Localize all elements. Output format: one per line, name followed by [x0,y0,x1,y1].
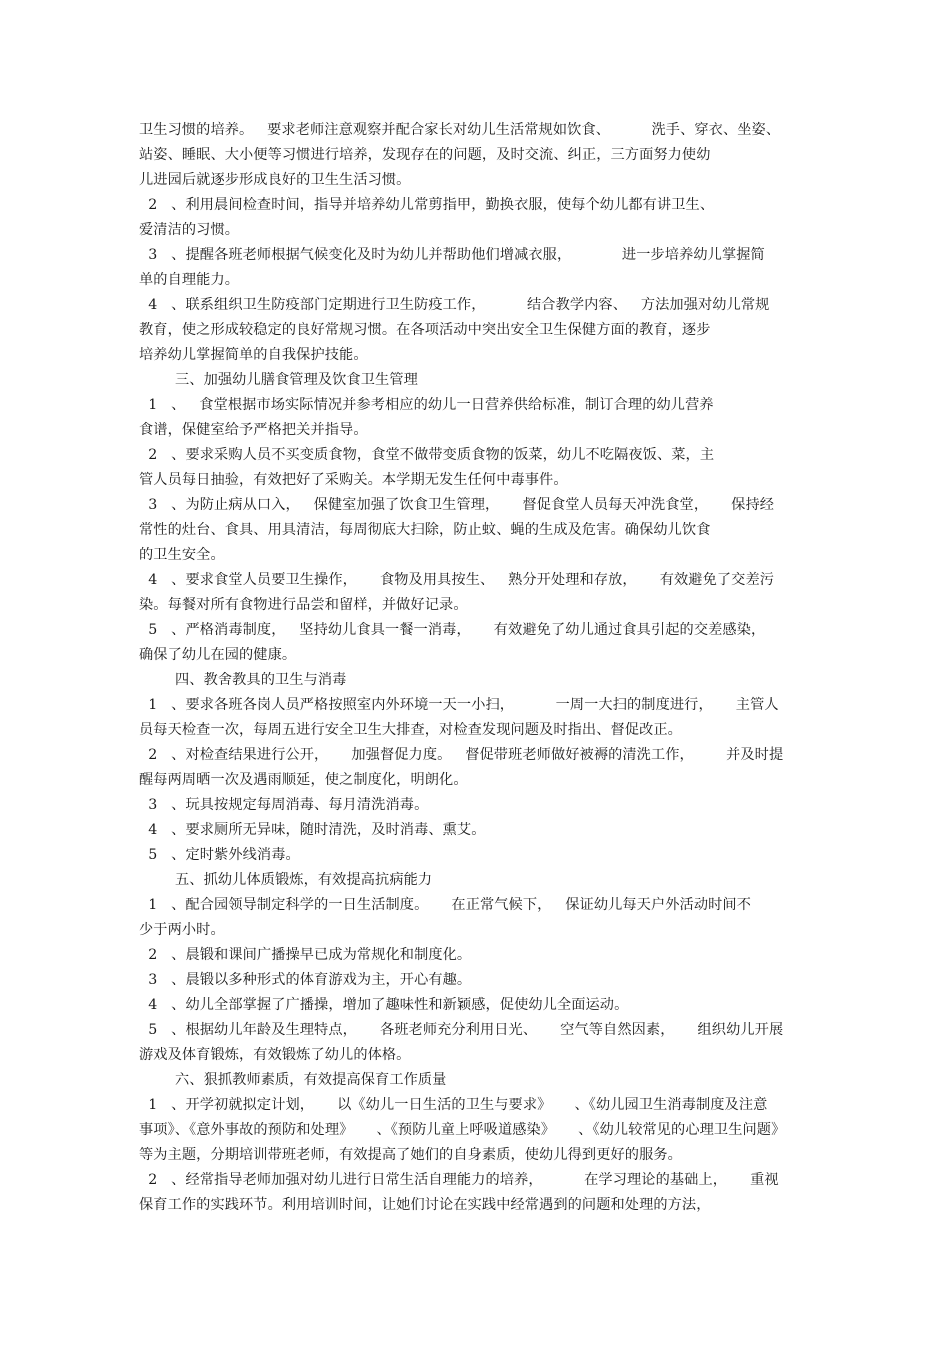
body-text-line: 单的自理能力。 [139,272,240,288]
section-heading: 五、抓幼儿体质锻炼，有效提高抗病能力 [175,872,433,888]
list-item-text: 3 、晨锻以多种形式的体育游戏为主，开心有趣。 [139,972,472,988]
body-text-line: 管人员每日抽验，有效把好了采购关。本学期无发生任何中毒事件。 [139,472,568,488]
list-item-text: 1 、 食堂根据市场实际情况并参考相应的幼儿一日营养供给标准，制订合理的幼儿营养 [139,397,714,413]
list-item-text: 2 、利用晨间检查时间，指导并培养幼儿常剪指甲，勤换衣服，使每个幼儿都有讲卫生、 [139,197,715,213]
body-text-line: 的卫生安全。 [139,547,225,563]
list-item-text: 2 、对检查结果进行公开， 加强督促力度。 督促带班老师做好被褥的清洗工作， 并及时提 [139,747,784,763]
body-text-line: 事项》、《意外事故的预防和处理》 、《预防儿童上呼吸道感染》 、《幼儿较常见的心理卫生问题》 [139,1122,786,1138]
body-text-line: 员每天检查一次，每周五进行安全卫生大排查，对检查发现问题及时指出、督促改正。 [139,722,682,738]
list-item-text: 3 、玩具按规定每周消毒、每月清洗消毒。 [139,797,429,813]
list-item-text: 2 、经常指导老师加强对幼儿进行日常生活自理能力的培养， 在学习理论的基础上， 重视 [139,1172,779,1188]
list-item-text: 5 、根据幼儿年龄及生理特点， 各班老师充分利用日光、 空气等自然因素， 组织幼儿开展 [139,1022,784,1038]
body-text-line: 卫生习惯的培养。 要求老师注意观察并配合家长对幼儿生活常规如饮食、 洗手、穿衣、坐姿、 [139,122,781,138]
body-text-line: 醒每两周晒一次及遇雨顺延，使之制度化，明朗化。 [139,772,468,788]
section-heading: 四、教舍教具的卫生与消毒 [175,672,347,688]
list-item-text: 4 、幼儿全部掌握了广播操，增加了趣味性和新颖感，促使幼儿全面运动。 [139,997,629,1013]
body-text-line: 培养幼儿掌握简单的自我保护技能。 [139,347,368,363]
list-item-text: 5 、严格消毒制度， 坚持幼儿食具一餐一消毒， 有效避免了幼儿通过食具引起的交差感染， [139,622,766,638]
body-text-line: 少于两小时。 [139,922,225,938]
list-item-text: 1 、要求各班各岗人员严格按照室内外环境一天一小扫， 一周一大扫的制度进行， 主管人 [139,697,779,713]
body-text-line: 等为主题，分期培训带班老师，有效提高了她们的自身素质，使幼儿得到更好的服务。 [139,1147,682,1163]
body-text-line: 确保了幼儿在园的健康。 [139,647,297,663]
body-text-line: 食谱，保健室给予严格把关并指导。 [139,422,368,438]
list-item-text: 4 、联系组织卫生防疫部门定期进行卫生防疫工作， 结合教学内容、 方法加强对幼儿常规 [139,297,770,313]
section-heading: 三、加强幼儿膳食管理及饮食卫生管理 [175,372,418,388]
list-item-text: 4 、要求厕所无异味，随时清洗，及时消毒、熏艾。 [139,822,486,838]
body-text-line: 爱清洁的习惯。 [139,222,240,238]
list-item-text: 1 、开学初就拟定计划， 以《幼儿一日生活的卫生与要求》 、《幼儿园卫生消毒制度及注意 [139,1097,768,1113]
list-item-text: 5 、定时紫外线消毒。 [139,847,300,863]
list-item-text: 2 、要求采购人员不买变质食物，食堂不做带变质食物的饭菜，幼儿不吃隔夜饭、菜，主 [139,447,715,463]
list-item-text: 3 、提醒各班老师根据气候变化及时为幼儿并帮助他们增减衣服， 进一步培养幼儿掌握简 [139,247,765,263]
body-text-line: 游戏及体育锻炼，有效锻炼了幼儿的体格。 [139,1047,411,1063]
body-text-line: 站姿、睡眠、大小便等习惯进行培养，发现存在的问题，及时交流、纠正，三方面努力使幼 [139,147,711,163]
body-text-line: 教育，使之形成较稳定的良好常规习惯。在各项活动中突出安全卫生保健方面的教育，逐步 [139,322,711,338]
list-item-text: 4 、要求食堂人员要卫生操作， 食物及用具按生、 熟分开处理和存放， 有效避免了交差污 [139,572,775,588]
body-text-line: 染。每餐对所有食物进行品尝和留样，并做好记录。 [139,597,468,613]
list-item-text: 1 、配合园领导制定科学的一日生活制度。 在正常气候下， 保证幼儿每天户外活动时间不 [139,897,751,913]
body-text-line: 常性的灶台、食具、用具清洁，每周彻底大扫除，防止蚊、蝇的生成及危害。确保幼儿饮食 [139,522,711,538]
list-item-text: 2 、晨锻和课间广播操早已成为常规化和制度化。 [139,947,472,963]
list-item-text: 3 、为防止病从口入， 保健室加强了饮食卫生管理， 督促食堂人员每天冲洗食堂， 保持经 [139,497,775,513]
body-text-line: 保育工作的实践环节。利用培训时间，让她们讨论在实践中经常遇到的问题和处理的方法， [139,1197,711,1213]
body-text-line: 儿进园后就逐步形成良好的卫生生活习惯。 [139,172,411,188]
section-heading: 六、狠抓教师素质，有效提高保育工作质量 [175,1072,447,1088]
